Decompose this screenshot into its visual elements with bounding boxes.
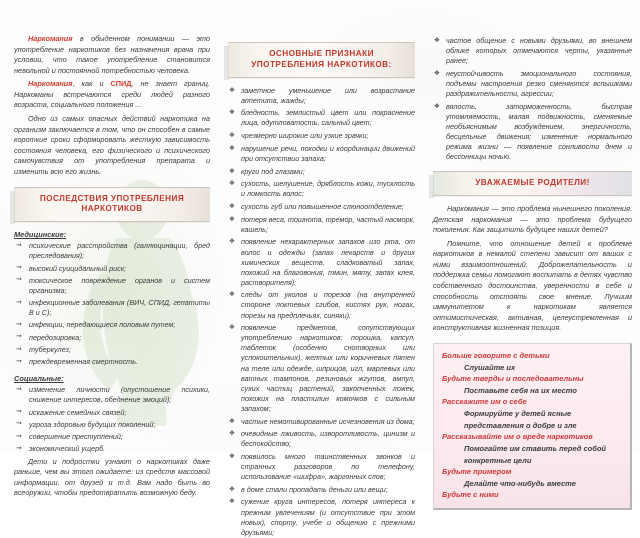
list-item: ❖ следы от уколов и порезов (на внутренней стороне локтевых сгибов, кистях рук, ногах, порезы на предплечьях, синяки);	[228, 290, 415, 320]
list-item: ❖ появление нехарактерных запахов изо рта, от волос и одежды (запах лекарств и других химических веществ, сладковатый запах, похожий на благовония, тмин, мяту, запах клея, растворителя);	[228, 237, 415, 287]
left-column	[0, 0, 222, 498]
advice-line: Делайте что-нибудь вместе	[464, 478, 576, 488]
list-item: ❖ вялость, заторможенность, быстрая утомляемость, малая подвижность, сменяемые необъяснимым возбуждением, энергичность, бесцельные движения; изменение нормального режима жизни — появление сонливости днем и бессонницы ночью.	[433, 102, 632, 162]
list-item: ❖ частые немотивированные исчезновения из дома;	[228, 417, 415, 427]
list-item: ❖ частое общение с новыми друзьями, во внешнем облике которых отмечаются черты, указанные ранее;	[433, 36, 632, 66]
list-item: ❖ в доме стали пропадать деньги или вещи;	[228, 485, 415, 495]
advice-line: Рассказывайте им о вреде наркотиков	[442, 432, 593, 442]
list-item: ➞ психические расстройства (галлюцинации, бред преследования);	[14, 241, 210, 261]
advice-line: Будьте примером	[442, 467, 512, 477]
intro-paragraph-2-text: , не знает границ. Наркоманы встречаются среди людей разного возраста, социального положения ...	[14, 79, 210, 110]
advice-line: Будьте с ними	[442, 490, 499, 500]
term-spid: СПИД	[110, 79, 132, 89]
advice-line: Поставьте себя на их место	[464, 385, 577, 395]
advice-line: Формируйте у детей ясные представления о добре и зле	[464, 409, 577, 430]
list-item: ❖ круги под глазами;	[228, 167, 415, 177]
list-item: ❖ появление предметов, сопутствующих употреблению наркотиков: порошка, капсул, таблеток (особенно снотворных или успокоительных), желтых или коричневых пятен на теле или одежде, шприцов, игл, марлевых или ватных тампонов, резиновых жгутов, ампул, сухих частиц растений, закопченных ложек, похожих на пластилин комочков с сильным запахом;	[228, 323, 415, 414]
right-column	[425, 0, 640, 500]
list-item: ➞ угроза здоровью будущих поколений;	[14, 420, 210, 430]
list-item: ➞ токсическое повреждение органов и систем организма;	[14, 276, 210, 296]
list-item: ❖ сухость губ или повышенное слюноотделение;	[228, 202, 415, 212]
list-item: ➞ высокий суицидальный риск;	[14, 264, 210, 274]
list-item: ➞ туберкулез;	[14, 345, 210, 355]
advice-box	[433, 343, 632, 510]
list-item: ❖ очевидные лживость, изворотливость, цинизм и беспокойство;	[228, 429, 415, 449]
intro-paragraph-3: Одно из самых опасных действий наркотика на организм заключается в том, что он способен в самые короткие сроки сформировать жесткую зависимость состояния человека, его физического и психического самочувствия от употребления препарата и изменить всю его жизнь.	[14, 114, 210, 176]
advice-line: Расскажите им о себе	[442, 397, 527, 407]
parents-paragraph-1: Наркомания — это проблема нынешнего поколения. Детская наркомания — это проблема будущего поколения. Как защитить будущее наших детей?	[433, 203, 632, 235]
middle-column	[222, 0, 425, 537]
heading-social-consequences: Социальные:	[14, 374, 64, 384]
intro-paragraph-1	[14, 34, 210, 76]
list-item: ❖ бледность, землистый цвет или покраснение лица, одутловатость, сальный цвет;	[228, 108, 415, 128]
list-item: ➞ инфекции, передающиеся половым путем;	[14, 320, 210, 330]
list-social-consequences	[14, 385, 210, 454]
list-item: ❖ заметное уменьшение или возрастание аппетита, жажды;	[228, 86, 415, 106]
banner-consequences: ПОСЛЕДСТВИЯ УПОТРЕБЛЕНИЯ НАРКОТИКОВ	[14, 187, 210, 223]
advice-line: Будьте тверды и последовательны	[442, 374, 584, 384]
parents-paragraph-2: Помните, что отношение детей к проблеме наркотиков в немалой степени зависит от ваших с ними взаимоотношений. Доброжелательность и поддержка семьи помогают воспитать в детях чувство собственного достоинства, уверенности в себе и способность отстоять свое мнение. Лучшим иммунитетом к наркотикам является оптимистическая, активная, целеустремленная и конструктивная жизненная позиция.	[433, 238, 632, 333]
term-narkomaniya-2: Наркомания	[28, 79, 73, 89]
list-item: ❖ неустойчивость эмоционального состояния, подъемы настроения резко сменяются вспышками раздражительности, агрессии;	[433, 69, 632, 99]
list-medical-consequences	[14, 241, 210, 367]
list-item: ➞ экономический ущерб.	[14, 444, 210, 454]
list-item: ➞ инфекционные заболевания (ВИЧ, СПИД, гепатиты В и С);	[14, 298, 210, 318]
list-usage-signs-continued	[433, 36, 632, 162]
list-item: ➞ изменение личности (опустошение психики, снижение интересов, обеднение эмоций);	[14, 385, 210, 405]
banner-main-signs: ОСНОВНЫЕ ПРИЗНАКИ УПОТРЕБЛЕНИЯ НАРКОТИКОВ:	[228, 42, 415, 78]
list-item: ❖ сужение круга интересов, потеря интереса к прежним увлечениям (и отсутствие при этом новых), спорту, учебе и общению с прежними друзьями;	[228, 497, 415, 537]
intro-paragraph-2	[14, 79, 210, 111]
list-item: ❖ сухость, шелушение, дряблость кожи, тусклость и ломкость волос;	[228, 179, 415, 199]
advice-line: Слушайте их	[464, 362, 516, 372]
term-narkomaniya-1: Наркомания	[28, 34, 73, 43]
advice-line: Больше говорите с детьми	[442, 350, 550, 360]
list-item: ❖ чрезмерно широкие или узкие зрачки;	[228, 131, 415, 141]
advice-line: Помогайте им ставить перед собой конкретные цели	[464, 443, 607, 465]
list-item: ❖ нарушение речи, походки и координации движений при отсутствии запаха;	[228, 144, 415, 164]
list-usage-signs	[228, 86, 415, 538]
left-closing-paragraph: Дети и подростки узнают о наркотиках даже раньше, чем вы этого ожидаете: из средств массовой информации, от друзей и т.д. Вам надо быть во всеоружии, чтобы предотвратить возможную беду.	[14, 456, 210, 498]
list-item: ➞ преждевременная смертность.	[14, 357, 210, 367]
list-item: ➞ передозировка;	[14, 333, 210, 343]
list-item: ❖ потеря веса, тошнота, тремор, частый насморк, кашель;	[228, 215, 415, 235]
intro-paragraph-1-text: в обыденном понимании — это употребление наркотиков без назначения врача при условии, что такое употребление становится невольной и постоянной потребностью человека.	[14, 34, 210, 75]
list-item: ➞ совершение преступлений;	[14, 432, 210, 442]
list-item: ➞ искажение семейных связей;	[14, 408, 210, 418]
intro-paragraph-2-connector: , как и	[72, 79, 111, 89]
banner-dear-parents: УВАЖАЕМЫЕ РОДИТЕЛИ!	[433, 171, 632, 196]
heading-medical-consequences: Медицинские:	[14, 230, 67, 240]
list-item: ❖ появилось много таинственных звонков и странных разговоров по телефону, использование «шифра», жаргонных слов;	[228, 452, 415, 482]
